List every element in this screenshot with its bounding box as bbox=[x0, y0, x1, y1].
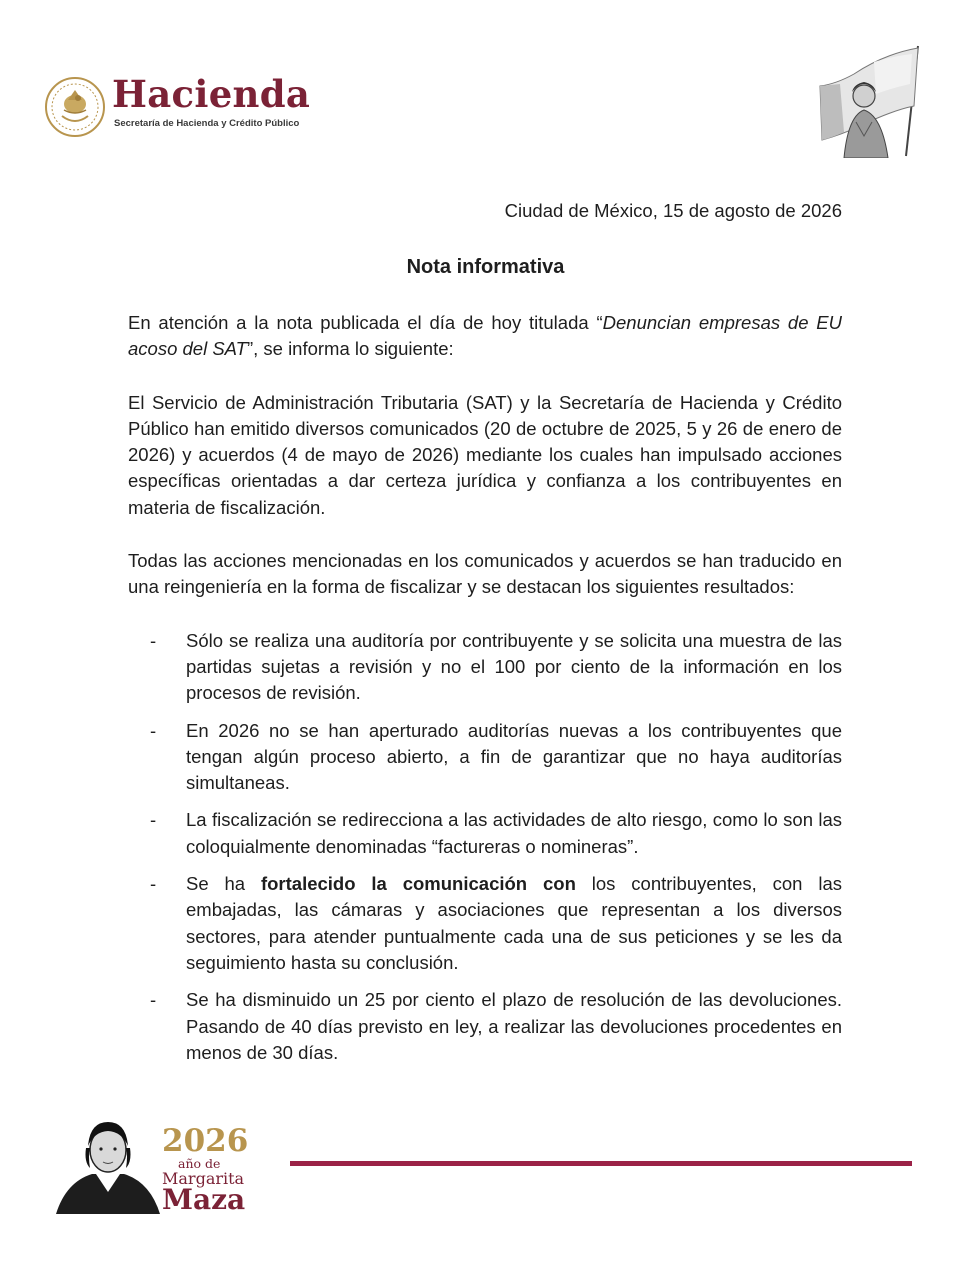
intro-text-before: En atención a la nota publicada el día de hoy titulada “ bbox=[128, 312, 603, 333]
paragraph-2: Todas las acciones mencionadas en los comunicados y acuerdos se han traducido en una reingeniería en la forma de fiscalizar y se destacan los siguientes resultados: bbox=[128, 550, 842, 598]
mexico-coat-of-arms-icon bbox=[44, 76, 106, 138]
list-item bbox=[128, 807, 842, 860]
hacienda-logo bbox=[44, 72, 314, 136]
bullet-marker: - bbox=[150, 719, 157, 741]
list-item-text: los contribuyentes, con las embajadas, las cámaras y asociaciones que representan a los diversos sectores, para atender puntualmente cada una de sus peticiones y se les da seguimiento hasta su conclusión. bbox=[186, 873, 842, 973]
bullet-marker: - bbox=[150, 809, 157, 831]
list-item bbox=[128, 718, 842, 797]
intro-article-title: Denuncian empresas de EU acoso del SAT bbox=[128, 312, 842, 360]
bullet-marker: - bbox=[150, 629, 157, 651]
bullet-marker: - bbox=[150, 873, 157, 895]
list-item-text: Se ha bbox=[186, 873, 261, 895]
results-list bbox=[128, 628, 842, 1066]
footer-divider bbox=[290, 1161, 912, 1166]
margarita-maza-portrait bbox=[56, 1116, 160, 1214]
list-item bbox=[128, 628, 842, 707]
footer-anio-de: año de bbox=[178, 1156, 221, 1171]
list-item bbox=[128, 987, 842, 1066]
list-item-text: Sólo se realiza una auditoría por contribuyente y se solicita una muestra de las partidas sujetas a revisión y no el 100 por ciento de la información en los procesos de revisión. bbox=[186, 629, 842, 704]
list-item-text: Se ha disminuido un 25 por ciento el plazo de resolución de las devoluciones. Pasando de 40 días previsto en ley, a realizar las devoluciones procedentes en menos de 30 días. bbox=[186, 989, 842, 1063]
footer-name-first: Margarita bbox=[162, 1169, 245, 1188]
bullet-marker: - bbox=[150, 989, 157, 1011]
logo-subtitle: Secretaría de Hacienda y Crédito Público bbox=[114, 118, 300, 129]
list-item-text: La fiscalización se redirecciona a las actividades de alto riesgo, como lo son las coloquialmente denominadas “factureras o nomineras”. bbox=[186, 809, 842, 857]
document-body bbox=[128, 310, 842, 1077]
document-title: Nota informativa bbox=[406, 256, 565, 278]
logo-title: Hacienda bbox=[112, 72, 311, 116]
date-line: Ciudad de México, 15 de agosto de 2026 bbox=[504, 200, 842, 221]
paragraph-1: El Servicio de Administración Tributaria (SAT) y la Secretaría de Hacienda y Crédito Público han emitido diversos comunicados (20 de octubre de 2025, 5 y 26 de enero de 2026) y acuerdos (4 de mayo de 2026) mediante los cuales han impulsado acciones específicas orientadas a dar certeza jurídica y confianza a los contribuyentes en materia de fiscalización. bbox=[128, 391, 842, 518]
list-item-text: En 2026 no se han aperturado auditorías nuevas a los contribuyentes que tengan algún proceso abierto, a fin de garantizar que no haya auditorías simultaneas. bbox=[186, 719, 842, 794]
list-item-bold-text: fortalecido la comunicación con bbox=[260, 873, 576, 895]
woman-with-flag-illustration bbox=[814, 44, 926, 158]
intro-text-after: ”, se informa lo siguiente: bbox=[246, 338, 454, 360]
intro-paragraph bbox=[128, 310, 842, 363]
footer-name-last: Maza bbox=[162, 1183, 246, 1216]
list-item bbox=[128, 871, 842, 976]
footer-year: 2026 bbox=[162, 1123, 249, 1159]
